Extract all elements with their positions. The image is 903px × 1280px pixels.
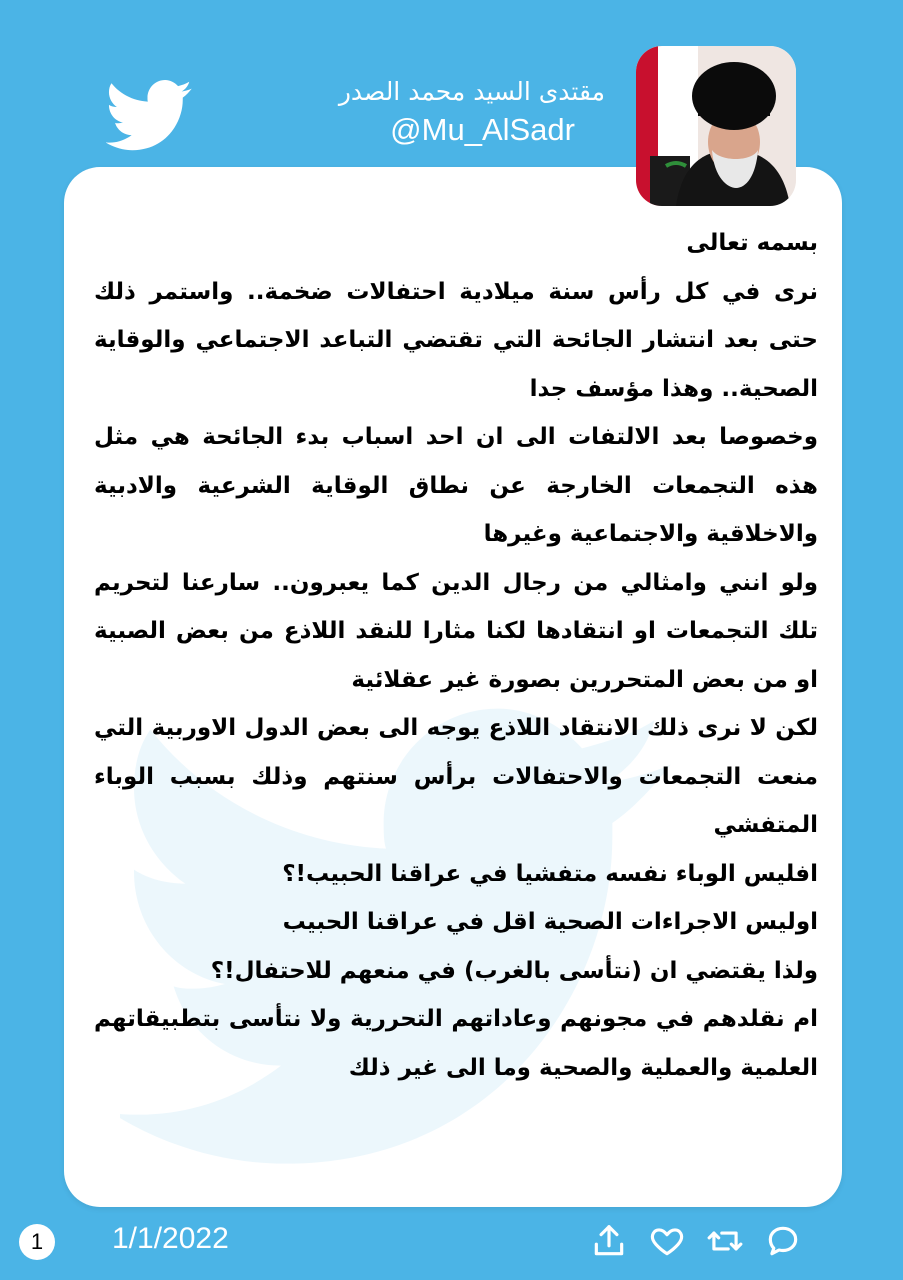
- tweet-card: [64, 167, 842, 1207]
- tweet-paragraph: نرى في كل رأس سنة ميلادية احتفالات ضخمة.. واستمر ذلك حتى بعد انتشار الجائحة التي تقتضي التباعد الاجتماعي والوقاية الصحية.. وهذا مؤسف جدا: [94, 278, 818, 402]
- tweet-actions: [590, 1222, 802, 1260]
- tweet-paragraph: افليس الوباء نفسه متفشيا في عراقنا الحبيب!؟: [282, 860, 818, 887]
- tweet-paragraph: اوليس الاجراءات الصحية اقل في عراقنا الحبيب: [282, 909, 818, 935]
- twitter-bird-icon: [106, 80, 194, 152]
- author-display-name[interactable]: مقتدى السيد محمد الصدر: [338, 77, 605, 106]
- share-icon[interactable]: [590, 1222, 628, 1260]
- tweet-paragraph: وخصوصا بعد الالتفات الى ان احد اسباب بدء الجائحة هي مثل هذه التجمعات الخارجة عن نطاق الوقاية الشرعية والادبية والاخلاقية والاجتماعية وغيرها: [94, 424, 818, 547]
- tweet-paragraph: بسمه تعالى: [686, 230, 818, 256]
- tweet-paragraph: ولو انني وامثالي من رجال الدين كما يعبرون.. سارعنا لتحريم تلك التجمعات او انتقادها لكنا مثارا للنقد اللاذع من بعض الصبية او من بعض المتحررين بصورة غير عقلائية: [94, 569, 818, 693]
- tweet-text: [94, 219, 818, 1092]
- tweet-paragraph: ام نقلدهم في مجونهم وعاداتهم التحررية ولا نتأسى بتطبيقاتهم العلمية والعملية والصحية وما الى غير ذلك: [94, 1006, 818, 1081]
- tweet-paragraph: ولذا يقتضي ان (نتأسى بالغرب) في منعهم للاحتفال!؟: [210, 957, 818, 984]
- like-icon[interactable]: [648, 1222, 686, 1260]
- retweet-icon[interactable]: [706, 1222, 744, 1260]
- avatar-portrait-icon: [636, 46, 796, 206]
- author-handle[interactable]: @Mu_AlSadr: [390, 112, 575, 147]
- tweet-date: 1/1/2022: [112, 1222, 229, 1255]
- avatar[interactable]: [636, 46, 796, 206]
- page-count-badge: 1: [19, 1224, 55, 1260]
- tweet-paragraph: لكن لا نرى ذلك الانتقاد اللاذع يوجه الى بعض الدول الاوربية التي منعت التجمعات والاحتفالات برأس سنتهم وذلك بسبب الوباء المتفشي: [94, 715, 818, 838]
- reply-icon[interactable]: [764, 1222, 802, 1260]
